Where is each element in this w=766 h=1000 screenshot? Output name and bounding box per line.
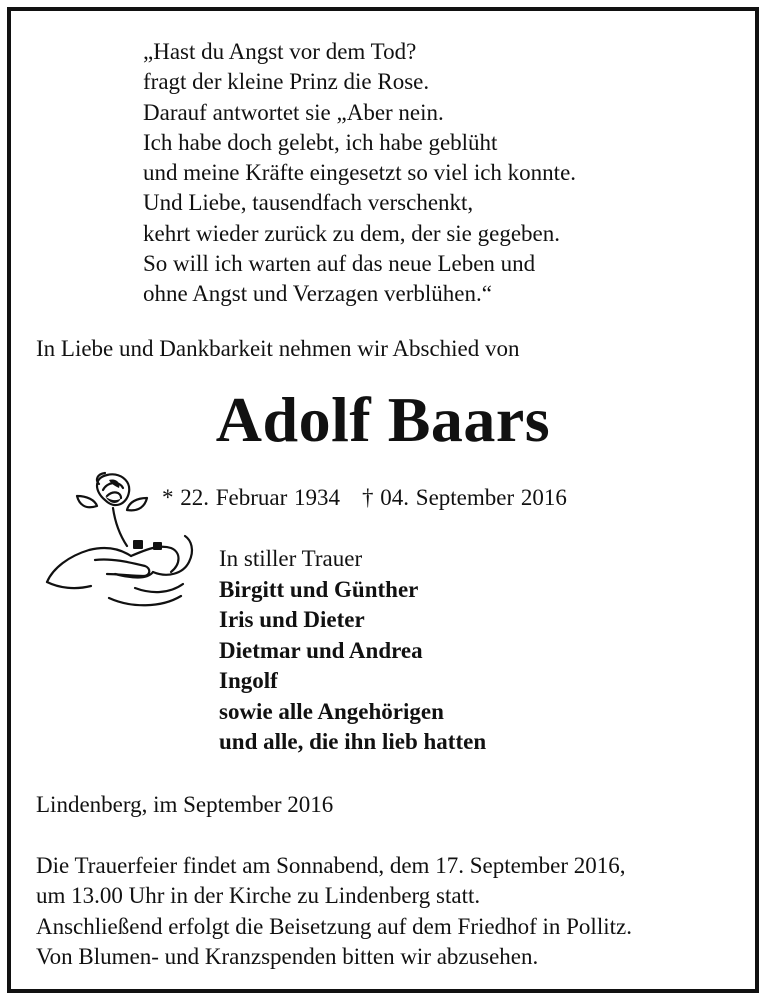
poem-line: Und Liebe, tausendfach verschenkt, (143, 190, 474, 216)
poem-quote (143, 37, 576, 310)
obituary-notice (7, 7, 759, 993)
mourner-name: Iris und Dieter (219, 607, 365, 632)
farewell-intro: In Liebe und Dankbarkeit nehmen wir Abschied von (36, 336, 520, 361)
funeral-line: um 13.00 Uhr in der Kirche zu Lindenberg statt. (36, 883, 481, 909)
poem-line: ohne Angst und Verzagen verblühen.“ (143, 281, 492, 307)
mourning-heading: In stiller Trauer (219, 546, 363, 571)
funeral-line: Anschließend erfolgt die Beisetzung auf dem Friedhof in Pollitz. (36, 913, 632, 939)
mourner-name: sowie alle Angehörigen (219, 698, 444, 724)
mourner-name: und alle, die ihn lieb hatten (219, 729, 487, 754)
poem-line: und meine Kräfte eingesetzt so viel ich konnte. (143, 160, 577, 186)
birth-date: * 22. Februar 1934 (162, 485, 341, 510)
poem-line: fragt der kleine Prinz die Rose. (143, 69, 430, 95)
poem-line: So will ich warten auf das neue Leben und (143, 251, 536, 277)
death-date: † 04. September 2016 (362, 485, 567, 510)
poem-line: kehrt wieder zurück zu dem, der sie gegeben. (143, 220, 561, 246)
mourners-list (219, 544, 486, 758)
mourner-name: Dietmar und Andrea (219, 637, 423, 663)
poem-line: Darauf antwortet sie „Aber nein. (143, 99, 444, 125)
poem-line: „Hast du Angst vor dem Tod? (143, 39, 417, 64)
funeral-line: Die Trauerfeier findet am Sonnabend, dem 17. September 2016, (36, 853, 626, 878)
mourner-name: Ingolf (219, 668, 278, 693)
place-and-date: Lindenberg, im September 2016 (36, 792, 334, 817)
life-dates (162, 485, 567, 511)
mourner-name: Birgitt und Günther (219, 576, 419, 602)
funeral-line: Von Blumen- und Kranzspenden bitten wir abzusehen. (36, 943, 539, 969)
poem-line: Ich habe doch gelebt, ich habe geblüht (143, 129, 498, 155)
funeral-details (36, 851, 736, 972)
deceased-name: Adolf Baars (215, 384, 551, 455)
